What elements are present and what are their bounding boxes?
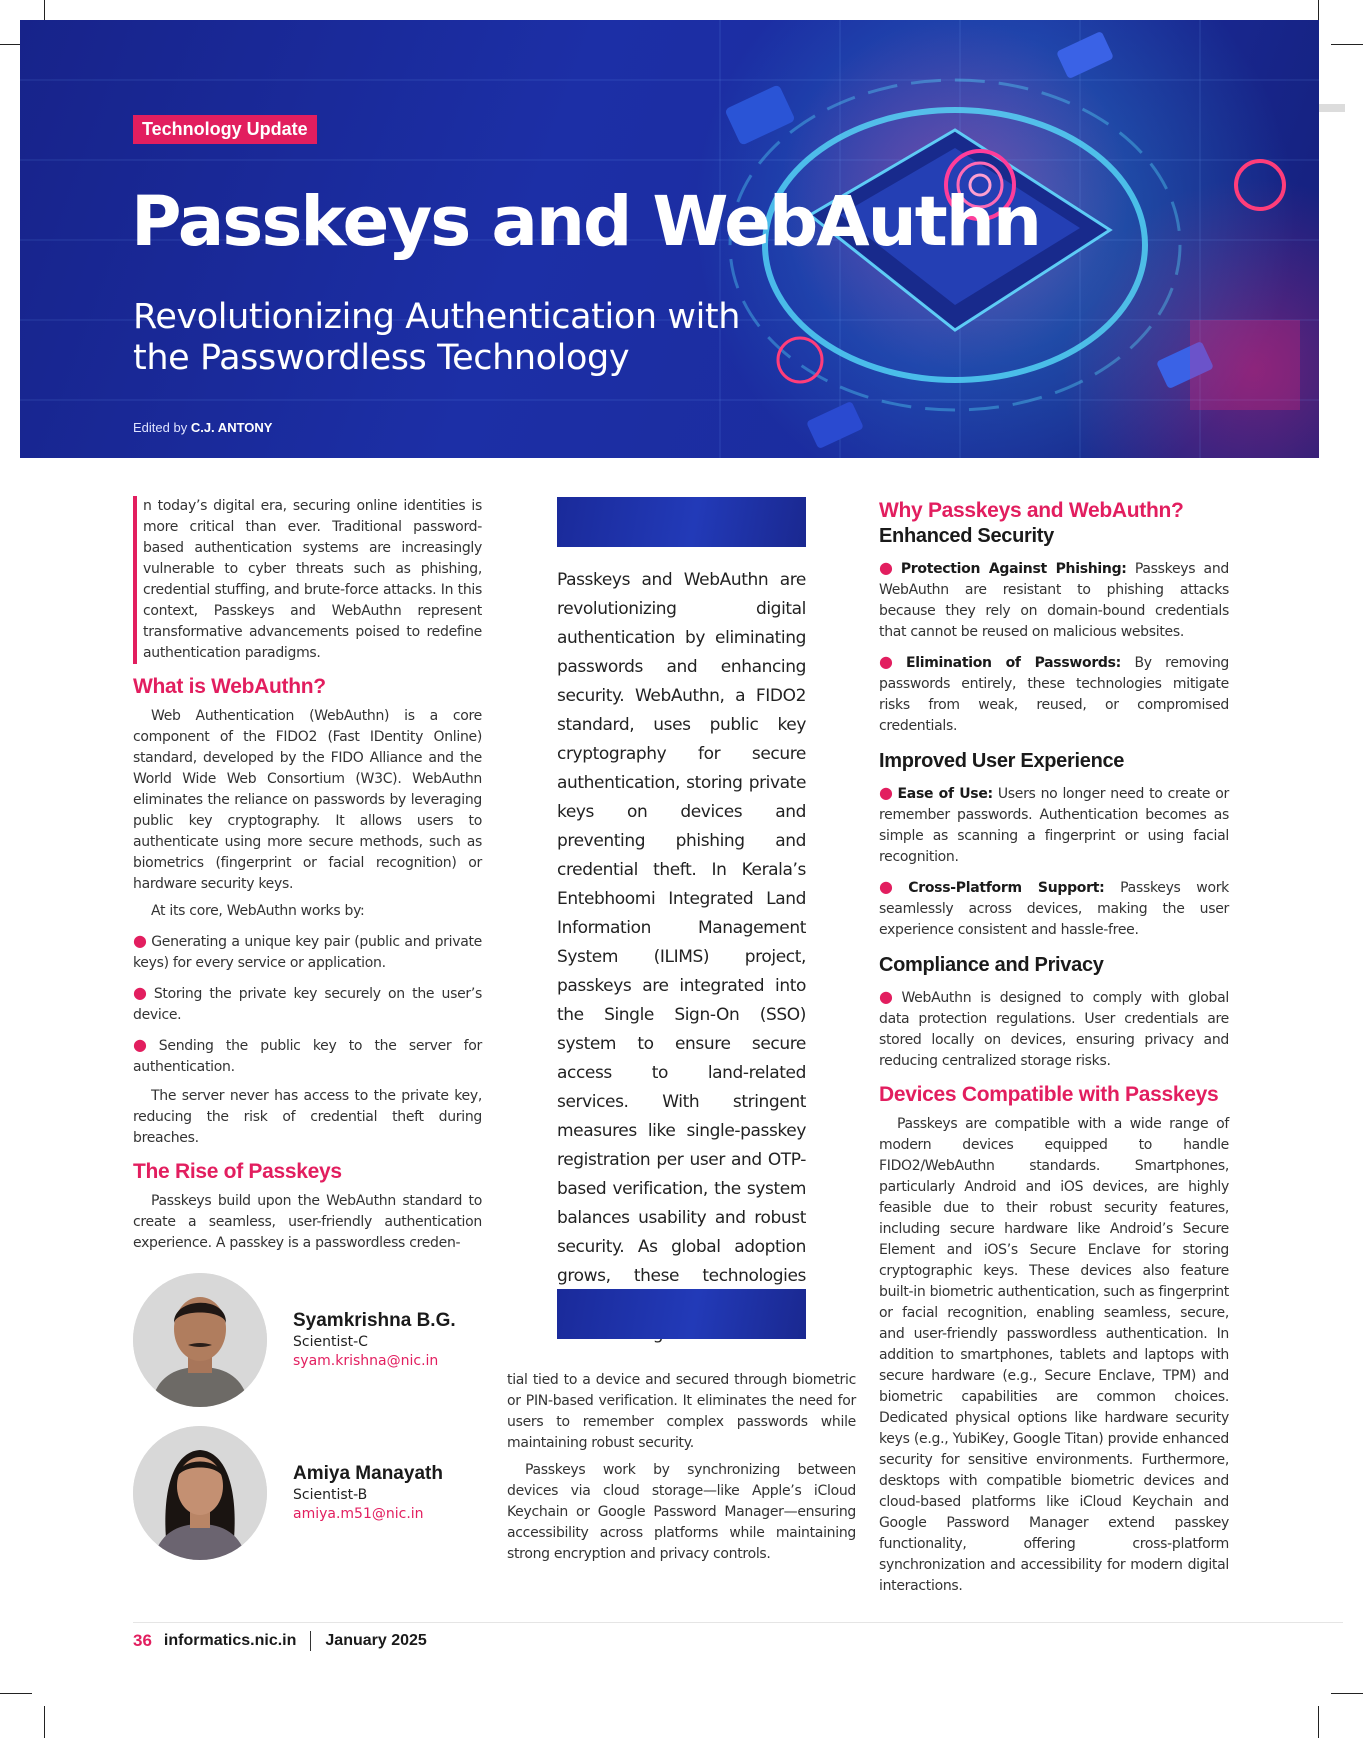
heading-user-experience: Improved User Experience <box>879 750 1125 772</box>
author-role: Scientist-C <box>293 1334 368 1350</box>
rise-paragraph: Passkeys build upon the WebAuthn standard to create a seamless, user-friendly authentication experience. A passkey is a passwordless creden- <box>133 1193 482 1251</box>
bullet-icon: ● <box>133 931 148 950</box>
footer-date: January 2025 <box>325 1632 427 1649</box>
subtitle-line: the Passwordless Technology <box>133 338 630 378</box>
list-item: ● Ease of Use: Users no longer need to create or remember passwords. Authentication becomes as simple as scanning a fingerprint or using facial recognition. <box>879 783 1229 865</box>
author-name: Amiya Manayath <box>293 1463 443 1484</box>
crop-mark <box>1331 44 1363 45</box>
column-left <box>133 496 482 1254</box>
page-tab-marker <box>1319 104 1345 112</box>
author-email[interactable]: syam.krishna@nic.in <box>293 1353 439 1369</box>
bullet-icon: ● <box>133 1035 155 1054</box>
pull-quote-bar-bottom <box>557 1289 806 1339</box>
list-item: ● Storing the private key securely on the user’s device. <box>133 983 482 1023</box>
editor-credit <box>133 420 272 435</box>
bullet-icon: ● <box>133 983 150 1002</box>
article-title: Passkeys and WebAuthn <box>131 182 1041 262</box>
pull-quote-bar-top <box>557 497 806 547</box>
crop-mark <box>44 1706 45 1738</box>
heading-what-is-webauthn: What is WebAuthn? <box>133 675 326 698</box>
webauthn-paragraph: Web Authentication (WebAuthn) is a core component of the FIDO2 (Fast IDentity Online) standard, developed by the FIDO Alliance and the World Wide Web Consortium (W3C). WebAuthn eliminates the reliance on passwords by leveraging public key cryptography. It allows users to authenticate using more secure methods, such as biometrics (fingerprint or facial recognition) or hardware security keys. <box>133 708 482 892</box>
passkey-definition-paragraph: tial tied to a device and secured through biometric or PIN-based verification. It eliminates the need for users to remember complex passwords while maintaining robust security. <box>507 1372 856 1451</box>
heading-rise-of-passkeys: The Rise of Passkeys <box>133 1160 342 1183</box>
column-middle <box>507 1370 856 1565</box>
crop-mark <box>1331 1693 1363 1694</box>
subtitle-line: Revolutionizing Authentication with <box>133 297 741 337</box>
heading-compliance: Compliance and Privacy <box>879 954 1104 976</box>
crop-mark <box>1318 1706 1319 1738</box>
crop-mark <box>0 1693 32 1694</box>
list-item: ● Cross-Platform Support: Passkeys work seamlessly across devices, making the user experience consistent and hassle-free. <box>879 877 1229 938</box>
bullet-icon: ● <box>879 877 905 896</box>
intro-paragraph: n today’s digital era, securing online identities is more critical than ever. Traditional password-based authentication systems are increasingly vulnerable to cyber threats such as phishing, credential stuffing, and brute-force attacks. In this context, Passkeys and WebAuthn represent transformative advancements poised to redefine authentication paradigms. <box>133 496 482 664</box>
author-role: Scientist-B <box>293 1487 368 1503</box>
edited-by-label: Edited by <box>133 420 191 435</box>
list-item: ● WebAuthn is designed to comply with global data protection regulations. User credentials are stored locally on devices, ensuring privacy and reducing centralized storage risks. <box>879 987 1229 1069</box>
list-item: ● Generating a unique key pair (public and private keys) for every service or application. <box>133 931 482 971</box>
footer-site[interactable]: informatics.nic.in <box>163 1632 297 1649</box>
pull-quote: Passkeys and WebAuthn are revolutionizing digital authentication by eliminating passwords and enhancing security. WebAuthn, a FIDO2 standard, uses public key cryptography for secure authentication, storing private keys on devices and preventing phishing and credential theft. In Kerala’s Entebhoomi Integrated Land Information Management System (ILIMS) project, passkeys are integrated into the Single Sign-On (SSO) system to ensure secure access to land-related services. With stringent measures like single-passkey registration per user and OTP-based verification, the system balances usability and robust security. As global adoption grows, these technologies <box>557 570 806 1286</box>
server-paragraph: The server never has access to the private key, reducing the risk of credential theft during breaches. <box>133 1088 482 1146</box>
sync-paragraph: Passkeys work by synchronizing between devices via cloud storage—like Apple’s iCloud Keychain or Google Password Manager—ensuring accessibility across platforms while maintaining strong encryption and privacy controls. <box>507 1462 856 1562</box>
article-subtitle <box>133 297 793 379</box>
footer-divider <box>133 1622 1343 1623</box>
bullet-icon: ● <box>879 783 894 802</box>
section-tag: Technology Update <box>133 115 317 144</box>
devices-paragraph: Passkeys are compatible with a wide range of modern devices equipped to handle FIDO2/WebAuthn standards. Smartphones, particularly Android and iOS devices, are highly feasible due to their robust security features, including secure hardware like Android’s Secure Element and iOS’s Secure Enclave for storing cryptographic keys. These devices also feature built-in biometric authentication, such as fingerprint or facial recognition, enabling seamless, secure, and user-friendly passwordless authentication. In addition to smartphones, tablets and laptops with secure hardware (e.g., Secure Enclave, TPM) and biometric capabilities are common choices. Dedicated physical options like hardware security keys (e.g., YubiKey, Google Titan) provide enhanced security for sensitive environments. Furthermore, desktops with compatible biometric devices and cloud-based platforms like iCloud Keychain and Google Password Manager extend passkey functionality, offering cross-platform synchronization and accessibility for modern digital interactions. <box>879 1116 1229 1594</box>
author-photo <box>133 1426 267 1560</box>
bullet-icon: ● <box>879 987 898 1006</box>
bullet-icon: ● <box>879 558 897 577</box>
hero-banner <box>20 20 1319 458</box>
heading-why-passkeys: Why Passkeys and WebAuthn? <box>879 499 1184 522</box>
list-item: ● Elimination of Passwords: By removing passwords entirely, these technologies mitigate risks from weak, reused, or compromised credentials. <box>879 652 1229 734</box>
avatar <box>133 1273 267 1407</box>
author-name: Syamkrishna B.G. <box>293 1310 456 1331</box>
editor-name: C.J. ANTONY <box>190 420 273 435</box>
bullet-icon: ● <box>879 652 902 671</box>
heading-enhanced-security: Enhanced Security <box>879 525 1054 547</box>
list-item: ● Protection Against Phishing: Passkeys and WebAuthn are resistant to phishing attacks because they rely on domain-bound credentials that cannot be reused on malicious websites. <box>879 558 1229 640</box>
heading-devices-compatible: Devices Compatible with Passkeys <box>879 1083 1219 1106</box>
page-number: 36 <box>133 1631 152 1650</box>
author-photo <box>133 1273 267 1407</box>
author-email[interactable]: amiya.m51@nic.in <box>293 1506 424 1522</box>
column-right <box>879 498 1229 1597</box>
avatar <box>133 1426 267 1560</box>
footer-separator <box>310 1631 311 1651</box>
core-paragraph: At its core, WebAuthn works by: <box>151 903 365 919</box>
page-footer <box>133 1631 427 1651</box>
list-item: ● Sending the public key to the server for authentication. <box>133 1035 482 1075</box>
